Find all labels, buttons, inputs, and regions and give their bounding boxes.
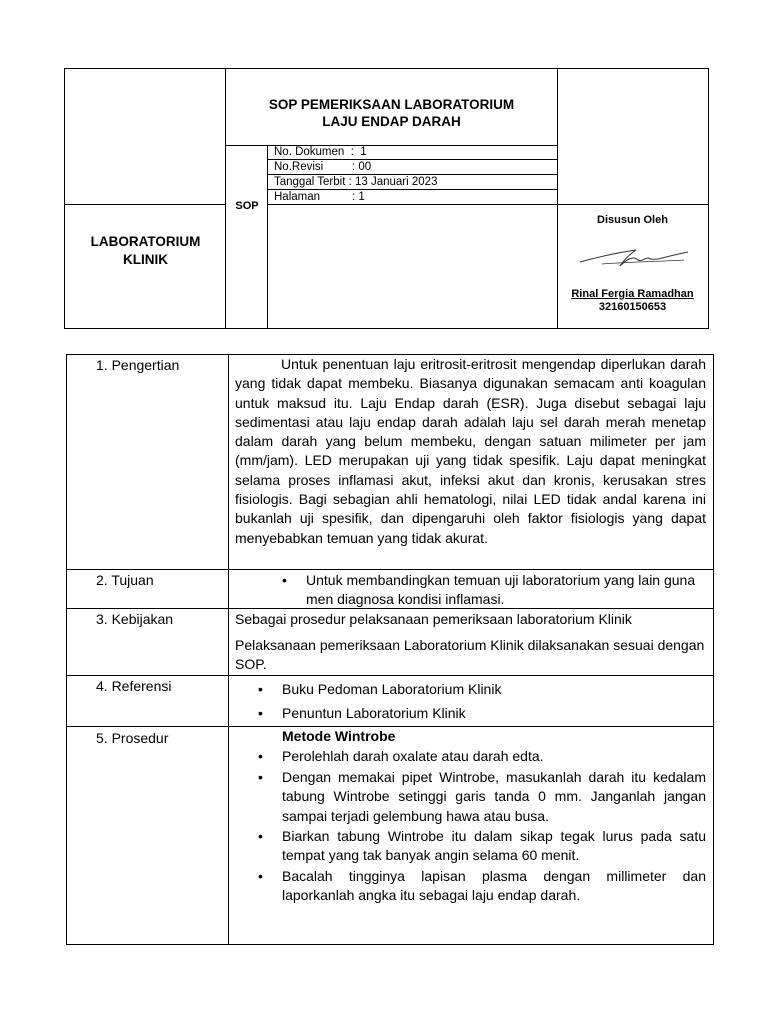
meta-tanggal-terbit: Tanggal Terbit : 13 Januari 2023 — [274, 176, 438, 188]
kebijakan-para-2: Pelaksanaan pemeriksaan Laboratorium Klinik dilaksanakan sesuai dengan SOP. — [235, 637, 705, 673]
signer-id: 32160150653 — [598, 301, 667, 313]
prosedur-step-3: • Biarkan tabung Wintrobe itu dalam sikap tegak lurus pada satu tempat yang tak banyak angin selama 60 menit. — [282, 827, 706, 866]
prosedur-step-2: • Dengan memakai pipet Wintrobe, masukanlah darah itu kedalam tabung Wintrobe setinggi garis tanda 0 mm. Janganlah jangan sampai terjadi gelembung hawa atau busa. — [282, 768, 706, 826]
lab-title-line-1: LABORATORIUM — [90, 234, 201, 249]
lab-title — [65, 233, 226, 269]
label-referensi: 4. Referensi — [96, 678, 172, 694]
label-prosedur: 5. Prosedur — [96, 730, 169, 746]
label-kebijakan: 3. Kebijakan — [96, 611, 174, 627]
referensi-item-2: • Penuntun Laboratorium Klinik — [282, 704, 706, 723]
kebijakan-para-1: Sebagai prosedur pelaksanaan pemeriksaan laboratorium Klinik — [235, 611, 632, 627]
tujuan-item: • Untuk membandingkan temuan uji laboratorium yang lain guna men diagnosa kondisi inflamasi. — [306, 571, 706, 610]
document-title — [226, 96, 557, 130]
title-line-1: SOP PEMERIKSAAN LABORATORIUM — [268, 97, 515, 112]
signer-name: Rinal Fergia Ramadhan — [571, 288, 694, 300]
title-line-2: LAJU ENDAP DARAH — [322, 114, 461, 129]
sop-label: SOP — [235, 200, 259, 212]
meta-halaman: Halaman : 1 — [274, 191, 365, 203]
meta-no-dokumen: No. Dokumen : 1 — [274, 146, 367, 158]
prosedur-heading: Metode Wintrobe — [282, 728, 396, 744]
prosedur-step-1: • Perolehlah darah oxalate atau darah edta. — [282, 747, 706, 766]
signature-image — [572, 240, 692, 274]
prosedur-step-4: • Bacalah tingginya lapisan plasma dengan millimeter dan laporkanlah angka itu sebagai laju endap darah. — [282, 867, 706, 906]
label-pengertian: 1. Pengertian — [96, 357, 180, 373]
lab-title-line-2: KLINIK — [123, 252, 168, 267]
referensi-item-1: • Buku Pedoman Laboratorium Klinik — [282, 680, 706, 699]
disusun-oleh-label: Disusun Oleh — [597, 214, 668, 226]
pengertian-text: Untuk penentuan laju eritrosit-eritrosit mengendap diperlukan darah yang tidak dapat membeku. Biasanya digunakan semacam anti koagulan untuk maksud itu. Laju Endap darah (ESR). Juga disebut sebagai laju sedimentasi atau laju endap darah adalah laju sel darah merah menetap dalam darah yang belum membeku, dengan satuan milimeter per jam (mm/jam). LED merupakan uji yang tidak spesifik. Laju dapat meningkat selama proses inflamasi akut, infeksi akut dan kronis, kerusakan stres fisiologis. Bagi sebagian ahli hematologi, nilai LED tidak andal karena ini bukanlah uji spesifik, dan dipengaruhi oleh faktor fisiologis yang dapat menyebabkan temuan yang tidak akurat. — [235, 356, 706, 546]
meta-no-revisi: No.Revisi : 00 — [274, 161, 372, 173]
label-tujuan: 2. Tujuan — [96, 572, 154, 588]
